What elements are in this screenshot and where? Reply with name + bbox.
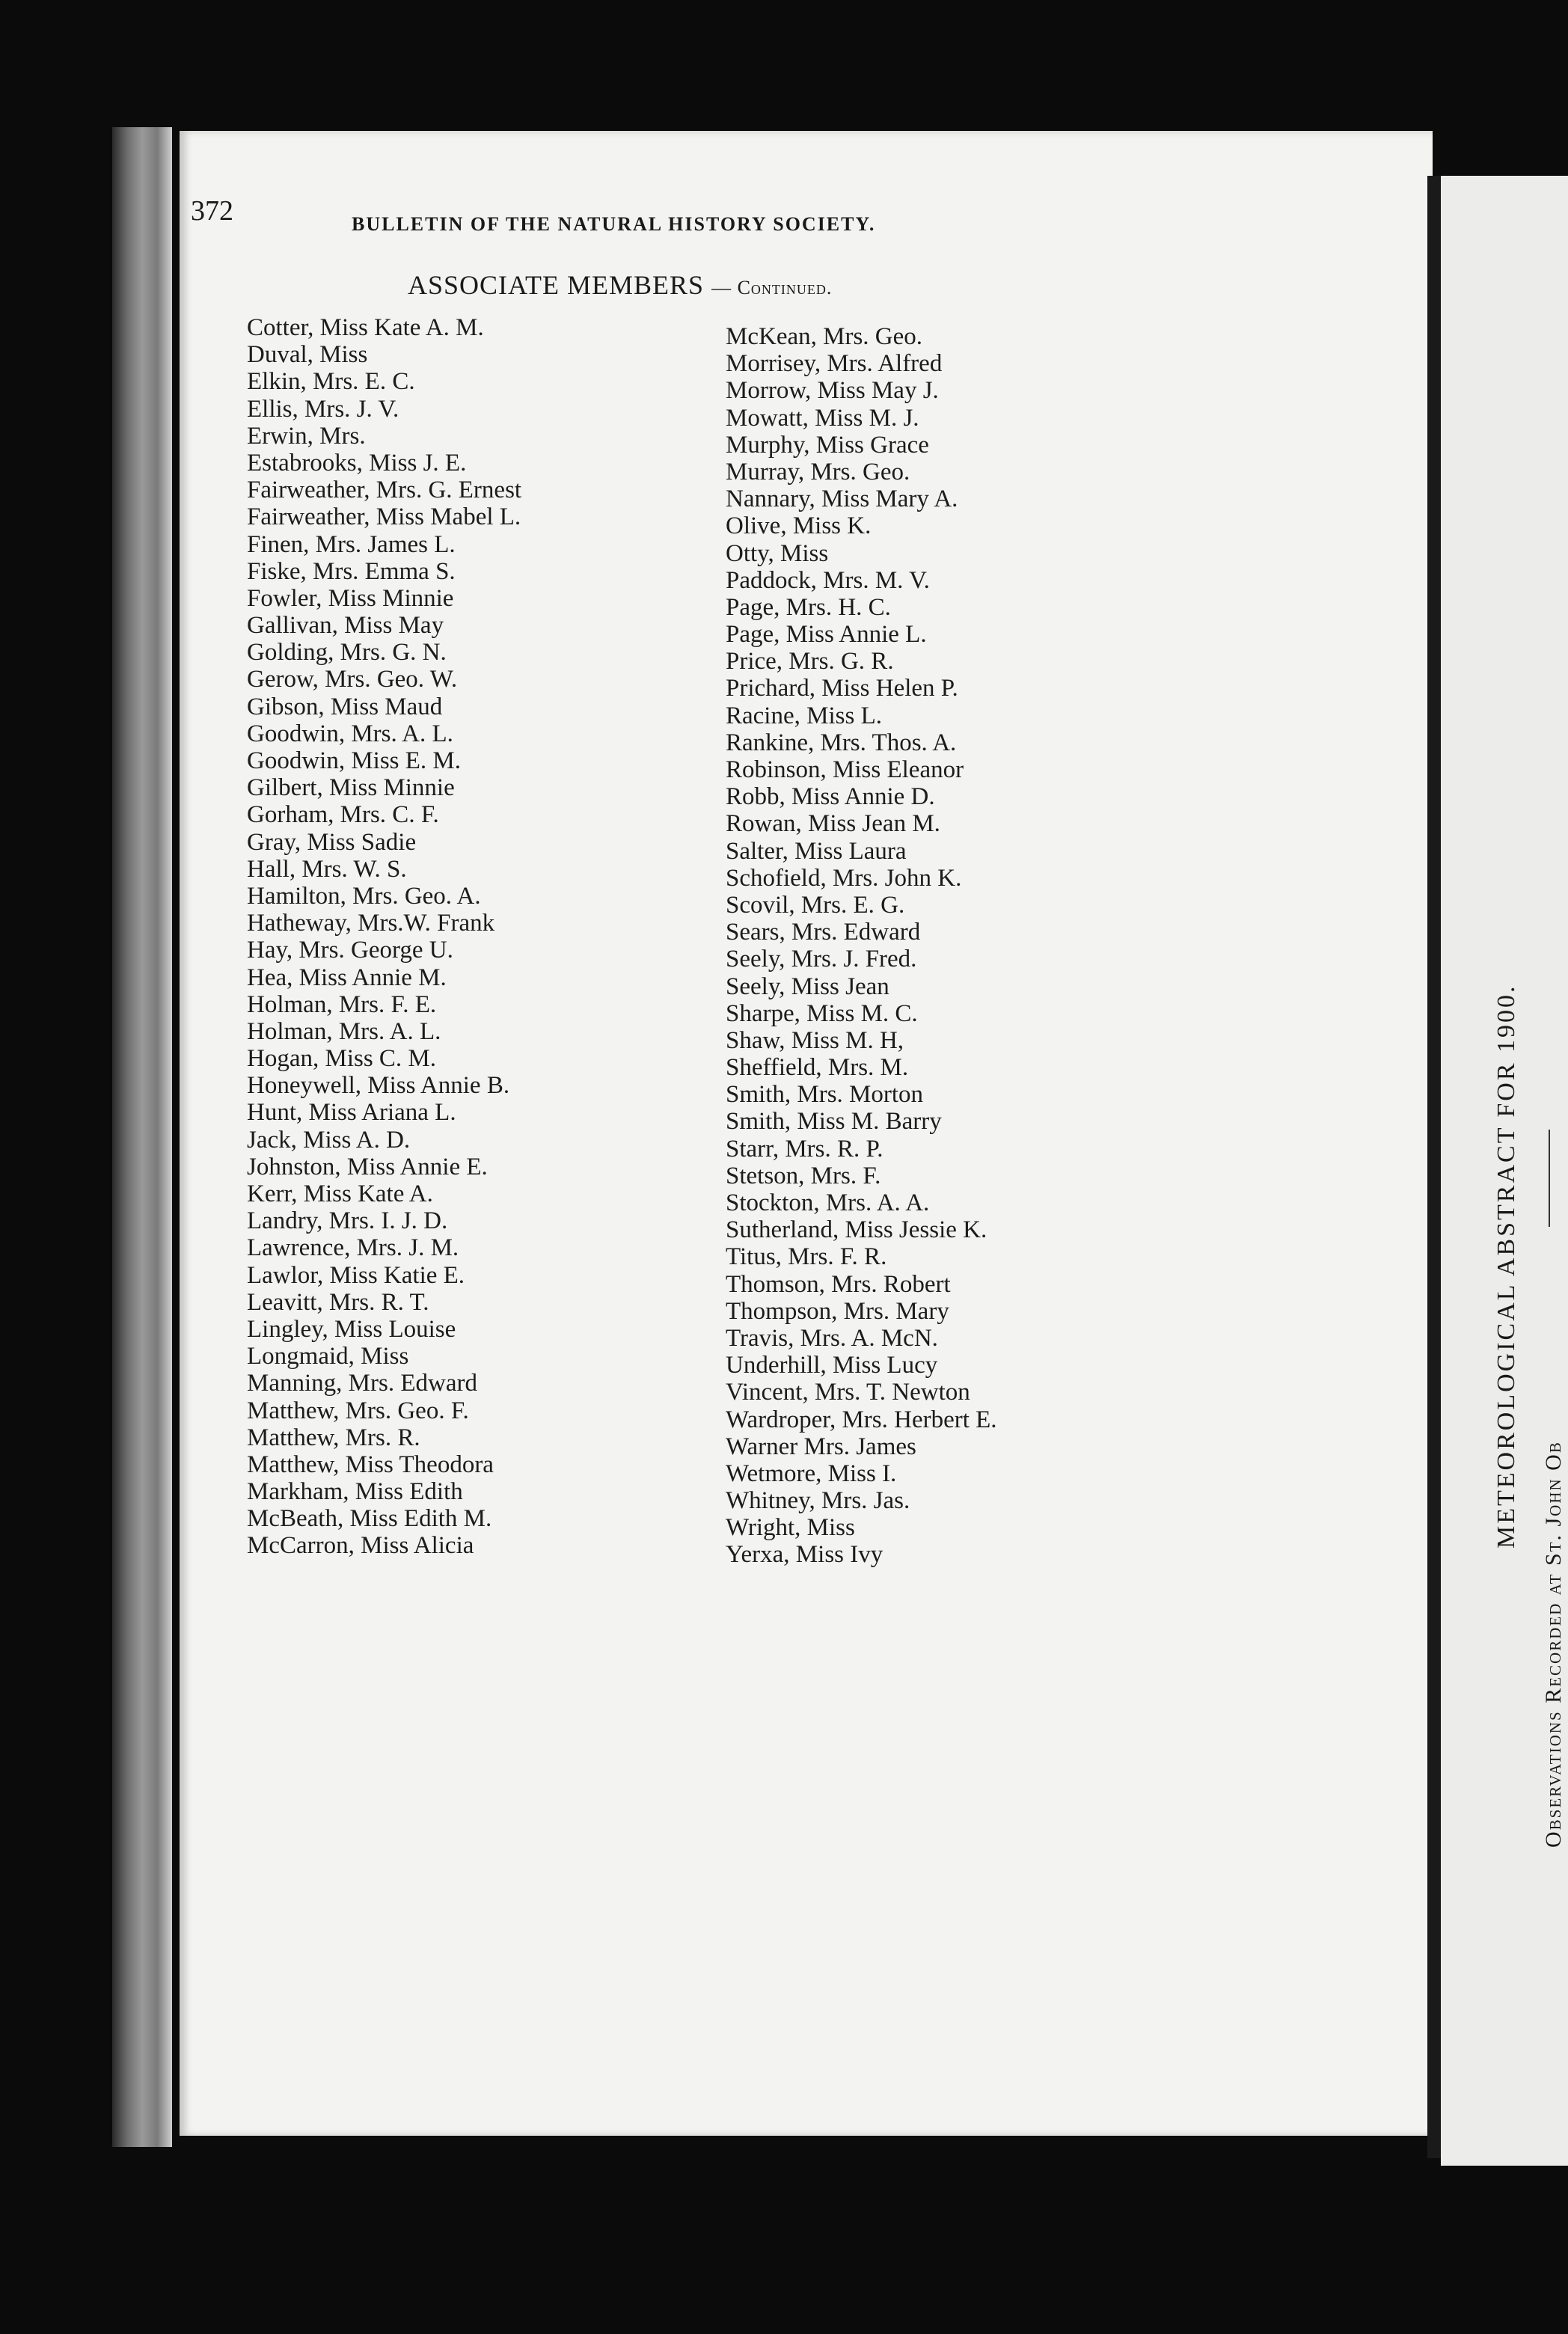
facing-page-title: METEOROLOGICAL ABSTRACT FOR 1900. (1492, 984, 1520, 1549)
member-entry: Gray, Miss Sadie (247, 828, 417, 856)
member-entry: Smith, Mrs. Morton (726, 1081, 924, 1109)
member-entry: Gallivan, Miss May (247, 612, 444, 640)
member-entry: Kerr, Miss Kate A. (247, 1180, 433, 1207)
member-entry: Fairweather, Mrs. G. Ernest (247, 477, 522, 504)
member-entry: Underhill, Miss Lucy (726, 1352, 938, 1379)
book-spine-gap (1427, 176, 1441, 2158)
member-entry: Smith, Miss M. Barry (726, 1108, 942, 1136)
member-entry: Vincent, Mrs. T. Newton (726, 1379, 970, 1406)
member-entry: Markham, Miss Edith (247, 1478, 463, 1506)
member-entry: Ellis, Mrs. J. V. (247, 395, 399, 423)
member-entry: Shaw, Miss M. H, (726, 1026, 904, 1054)
member-entry: Thomson, Mrs. Robert (726, 1270, 951, 1298)
member-entry: Gerow, Mrs. Geo. W. (247, 666, 458, 693)
member-entry: Hay, Mrs. George U. (247, 937, 453, 964)
member-entry: Matthew, Mrs. Geo. F. (247, 1397, 469, 1424)
book-page-edges (112, 127, 172, 2147)
member-entry: Paddock, Mrs. M. V. (726, 566, 930, 594)
member-list-right-column (726, 323, 997, 1569)
member-entry: Warner Mrs. James (726, 1433, 916, 1460)
member-entry: Sheffield, Mrs. M. (726, 1054, 909, 1082)
member-entry: McCarron, Miss Alicia (247, 1532, 474, 1560)
member-entry: Leavitt, Mrs. R. T. (247, 1288, 429, 1316)
member-entry: Lingley, Miss Louise (247, 1315, 456, 1343)
section-continued: — Continued. (711, 277, 833, 298)
member-entry: Lawlor, Miss Katie E. (247, 1261, 465, 1289)
member-entry: McKean, Mrs. Geo. (726, 323, 923, 350)
member-entry: Schofield, Mrs. John K. (726, 864, 962, 892)
member-entry: Rowan, Miss Jean M. (726, 810, 940, 838)
member-entry: Titus, Mrs. F. R. (726, 1243, 887, 1271)
member-entry: Hamilton, Mrs. Geo. A. (247, 882, 481, 910)
member-entry: Nannary, Miss Mary A. (726, 486, 958, 513)
member-entry: Seely, Mrs. J. Fred. (726, 946, 917, 973)
member-entry: Cotter, Miss Kate A. M. (247, 314, 484, 341)
member-entry: Murphy, Miss Grace (726, 431, 929, 459)
member-entry: Whitney, Mrs. Jas. (726, 1487, 910, 1515)
member-entry: Stetson, Mrs. F. (726, 1162, 881, 1189)
facing-page-rule (1549, 1130, 1550, 1227)
member-entry: Holman, Mrs. A. L. (247, 1017, 441, 1045)
member-entry: Duval, Miss (247, 341, 368, 369)
member-entry: Morrisey, Mrs. Alfred (726, 350, 943, 378)
member-entry: Price, Mrs. G. R. (726, 648, 894, 676)
section-title: ASSOCIATE MEMBERS (408, 270, 705, 300)
member-entry: Hatheway, Mrs.W. Frank (247, 910, 495, 937)
member-entry: Sharpe, Miss M. C. (726, 999, 918, 1027)
member-entry: Golding, Mrs. G. N. (247, 639, 447, 667)
section-heading (408, 269, 832, 301)
member-entry: Gibson, Miss Maud (247, 693, 443, 720)
member-entry: Matthew, Miss Theodora (247, 1451, 494, 1478)
member-entry: Matthew, Mrs. R. (247, 1424, 420, 1451)
member-entry: Morrow, Miss May J. (726, 377, 939, 405)
member-entry: Wetmore, Miss I. (726, 1459, 897, 1487)
member-entry: McBeath, Miss Edith M. (247, 1505, 492, 1533)
member-entry: Otty, Miss (726, 539, 829, 567)
member-entry: Robinson, Miss Eleanor (726, 756, 964, 783)
member-entry: Fairweather, Miss Mabel L. (247, 503, 521, 531)
member-entry: Rankine, Mrs. Thos. A. (726, 729, 957, 756)
member-entry: Page, Miss Annie L. (726, 621, 927, 649)
member-entry: Fiske, Mrs. Emma S. (247, 557, 456, 585)
member-entry: Travis, Mrs. A. McN. (726, 1324, 938, 1352)
member-entry: Scovil, Mrs. E. G. (726, 891, 905, 919)
member-entry: Estabrooks, Miss J. E. (247, 449, 467, 477)
running-head: BULLETIN OF THE NATURAL HISTORY SOCIETY. (352, 213, 876, 235)
member-entry: Hall, Mrs. W. S. (247, 855, 407, 883)
member-entry: Mowatt, Miss M. J. (726, 404, 919, 432)
page-number: 372 (191, 195, 233, 227)
member-entry: Wardroper, Mrs. Herbert E. (726, 1406, 997, 1433)
member-entry: Olive, Miss K. (726, 512, 872, 540)
member-entry: Honeywell, Miss Annie B. (247, 1072, 510, 1100)
member-entry: Stockton, Mrs. A. A. (726, 1189, 930, 1216)
member-entry: Gorham, Mrs. C. F. (247, 801, 439, 829)
member-entry: Landry, Mrs. I. J. D. (247, 1207, 448, 1235)
member-entry: Longmaid, Miss (247, 1343, 409, 1370)
member-entry: Page, Mrs. H. C. (726, 593, 891, 621)
member-entry: Sears, Mrs. Edward (726, 919, 921, 946)
member-entry: Fowler, Miss Minnie (247, 584, 454, 612)
member-entry: Manning, Mrs. Edward (247, 1370, 477, 1397)
member-entry: Robb, Miss Annie D. (726, 783, 935, 811)
member-entry: Johnston, Miss Annie E. (247, 1153, 488, 1180)
member-entry: Elkin, Mrs. E. C. (247, 368, 415, 396)
member-entry: Sutherland, Miss Jessie K. (726, 1216, 987, 1244)
member-entry: Prichard, Miss Helen P. (726, 675, 958, 702)
member-entry: Gilbert, Miss Minnie (247, 774, 455, 802)
member-entry: Salter, Miss Laura (726, 837, 907, 865)
member-entry: Goodwin, Mrs. A. L. (247, 720, 453, 747)
member-entry: Murray, Mrs. Geo. (726, 458, 910, 486)
member-entry: Wright, Miss (726, 1514, 855, 1542)
member-entry: Seely, Miss Jean (726, 972, 889, 1000)
member-entry: Holman, Mrs. F. E. (247, 990, 437, 1018)
member-list-left-column (247, 314, 521, 1560)
member-entry: Finen, Mrs. James L. (247, 530, 456, 558)
member-entry: Jack, Miss A. D. (247, 1126, 411, 1154)
member-entry: Starr, Mrs. R. P. (726, 1135, 883, 1163)
member-entry: Goodwin, Miss E. M. (247, 747, 462, 774)
member-entry: Racine, Miss L. (726, 702, 882, 729)
member-entry: Hea, Miss Annie M. (247, 964, 447, 991)
facing-page-subtitle: Observations Recorded at St. John Ob (1541, 1441, 1566, 1848)
member-entry: Thompson, Mrs. Mary (726, 1297, 949, 1325)
member-entry: Erwin, Mrs. (247, 422, 366, 450)
member-entry: Hogan, Miss C. M. (247, 1045, 437, 1073)
member-entry: Lawrence, Mrs. J. M. (247, 1234, 459, 1262)
member-entry: Yerxa, Miss Ivy (726, 1541, 883, 1569)
member-entry: Hunt, Miss Ariana L. (247, 1099, 456, 1127)
